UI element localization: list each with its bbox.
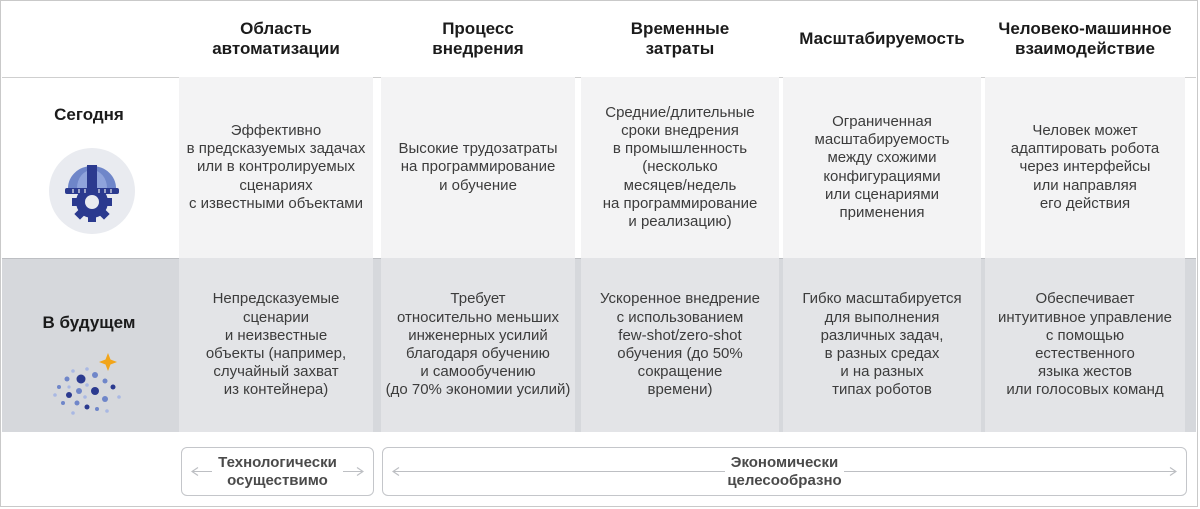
cell-future-time: Ускоренное внедрение с использованием few-shot/zero-shot обучения (до 50% сокращение времени)	[581, 258, 779, 432]
footer-technical-label-2: осуществимо	[182, 472, 373, 490]
column-header-time: Временные затраты	[630, 19, 730, 58]
footer-economic-label-2: целесообразно	[383, 472, 1186, 490]
cell-future-scalability: Гибко масштабируется для выполнения различных задач, в разных средах и на разных типах роботов	[783, 258, 981, 432]
cell-today-scalability: Ограниченная масштабируемость между схожими конфигурациями или сценариями применения	[783, 77, 981, 258]
footer-economic-box	[382, 447, 1187, 496]
cell-future-deployment: Требует относительно меньших инженерных усилий благодаря обучению и самообучению (до 70% экономии усилий)	[381, 258, 575, 432]
ai-network-sparkle-icon	[47, 351, 129, 421]
today-icon-circle	[49, 148, 135, 234]
column-header-deployment: Процесс внедрения	[432, 19, 524, 58]
row-label-today: Сегодня	[54, 105, 124, 124]
footer-technical-label-1: Технологически	[182, 454, 373, 472]
row-label-future: В будущем	[42, 313, 136, 332]
cell-future-hri: Обеспечивает интуитивное управление с помощью естественного языка жестов или голосовых команд	[985, 258, 1185, 432]
column-header-automation: Область автоматизации	[212, 19, 340, 58]
cell-today-deployment: Высокие трудозатраты на программирование и обучение	[381, 77, 575, 258]
robot-arm-gear-icon	[49, 148, 135, 234]
cell-today-hri: Человек может адаптировать робота через интерфейсы или направляя его действия	[985, 77, 1185, 258]
cell-today-automation: Эффективно в предсказуемых задачах или в контролируемых сценариях с известными объектами	[179, 77, 373, 258]
cell-today-time: Средние/длительные сроки внедрения в промышленность (несколько месяцев/недель на программирование и реализацию)	[581, 77, 779, 258]
cell-future-automation: Непредсказуемые сценарии и неизвестные объекты (например, случайный захват из контейнера)	[179, 258, 373, 432]
column-header-scalability: Масштабируемость	[799, 29, 965, 48]
column-header-hri: Человеко-машинное взаимодействие	[998, 19, 1172, 58]
footer-economic-label-1: Экономически	[383, 454, 1186, 472]
footer-technical-box	[181, 447, 374, 496]
